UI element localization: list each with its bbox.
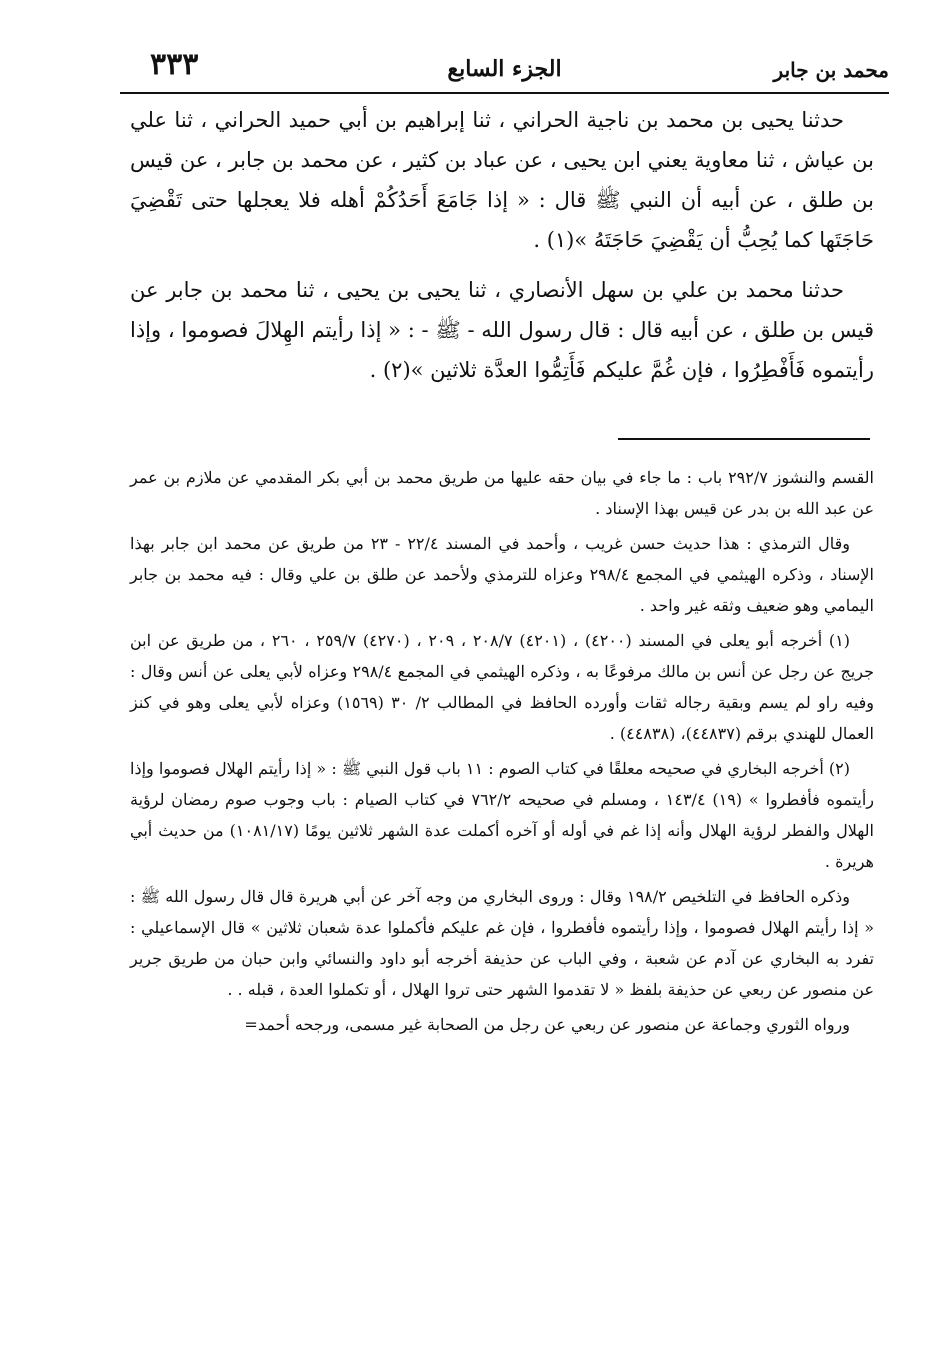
page-number: ٣٣٣ xyxy=(150,47,199,82)
footnote-paragraph: ورواه الثوري وجماعة عن منصور عن ربعي عن رجل من الصحابة غير مسمى، ورجحه أحمد= xyxy=(244,1015,850,1034)
footnotes xyxy=(130,462,874,1044)
entry-name: محمد بن جابر xyxy=(773,58,889,82)
footnote-continuation: القسم والنشوز ٢٩٢/٧ باب : ما جاء في بيان حقه عليها من طريق محمد بن أبي بكر المقدمي عن ملازم بن عمر عن عبد الله بن بدر عن قيس بهذا الإسناد . xyxy=(130,468,874,518)
hadith-paragraph-1: حدثنا يحيى بن محمد بن ناجية الحراني ، ثنا إبراهيم بن أبي حميد الحراني ، ثنا علي بن عياش ، ثنا معاوية يعني ابن يحيى ، عن عباد بن كثير ، عن محمد بن جابر ، عن قيس بن طلق ، عن أبيه أن النبي ﷺ قال : « إذا جَامَعَ أَحَدُكُمْ أهله فلا يعجلها حتى تَقْضِيَ حَاجَتَها كما يُحِبُّ أن يَقْضِيَ حَاجَتَهُ »(١) . xyxy=(130,108,874,252)
footnote-paragraph: وقال الترمذي : هذا حديث حسن غريب ، وأحمد في المسند ٢٢/٤ - ٢٣ من طريق عن محمد ابن جابر بهذا الإسناد ، وذكره الهيثمي في المجمع ٢٩٨/٤ وعزاه للترمذي ولأحمد عن طلق بن علي وقال : فيه محمد بن جابر اليمامي وهو ضعيف وثقه غير واحد . xyxy=(130,534,875,615)
footnote-1: (١) أخرجه أبو يعلى في المسند (٤٢٠٠) ، (٤٢٠١) ٢٠٨/٧ ، ٢٠٩ ، (٤٢٧٠) ٢٥٩/٧ ، ٢٦٠ ، من طريق عن ابن جريج عن رجل عن أنس بن مالك مرفوعًا به ، وذكره الهيثمي في المجمع ٢٩٨/٤ وعزاه لأبي يعلى عن أنس وقال : وفيه راو لم يسم وبقية رجاله ثقات وأورده الحافظ في المطالب ٢/ ٣٠ (١٥٦٩) وعزاه لأبي يعلى وهو في كنز العمال للهندي برقم (٤٤٨٣٧)، (٤٤٨٣٨) . xyxy=(130,631,875,743)
footnote-paragraph: وذكره الحافظ في التلخيص ١٩٨/٢ وقال : وروى البخاري من وجه آخر عن أبي هريرة قال قال رسول الله ﷺ : « إذا رأيتم الهلال فصوموا ، وإذا رأيتموه فأفطروا ، فإن غم عليكم فأكملوا عدة شعبان ثلاثين » قال الإسماعيلي : تفرد به البخاري عن آدم عن شعبة ، وفي الباب عن حذيفة أخرجه أبو داود والنسائي وابن حبان من طريق جرير عن منصور عن ربعي عن حذيفة بلفظ « لا تقدموا الشهر حتى تروا الهلال ، أو تكملوا العدة ، قبله . . xyxy=(130,887,874,999)
footnote-separator xyxy=(618,438,870,440)
volume-title: الجزء السابع xyxy=(447,56,562,82)
page-header xyxy=(120,32,889,94)
footnote-2: (٢) أخرجه البخاري في صحيحه معلقًا في كتاب الصوم : ١١ باب قول النبي ﷺ : « إذا رأيتم الهلال فصوموا وإذا رأيتموه فأفطروا » (١٩) ١٤٣/٤ ، ومسلم في صحيحه ٧٦٢/٢ في كتاب الصيام : باب وجوب صوم رمضان لرؤية الهلال والفطر لرؤية الهلال وأنه إذا غم في أوله أو آخره أكملت عدة الشهر ثلاثين يومًا (١٠٨١/١٧) من حديث أبي هريرة . xyxy=(130,759,875,871)
main-text xyxy=(130,100,874,400)
hadith-paragraph-2: حدثنا محمد بن علي بن سهل الأنصاري ، ثنا يحيى بن يحيى ، ثنا محمد بن جابر عن قيس بن طلق ، عن أبيه قال : قال رسول الله - ﷺ - : « إذا رأيتم الهِلالَ فصوموا ، وإذا رأيتموه فَأَفْطِرُوا ، فإن غُمَّ عليكم فَأَتِمُّوا العدَّة ثلاثين »(٢) . xyxy=(130,278,874,382)
